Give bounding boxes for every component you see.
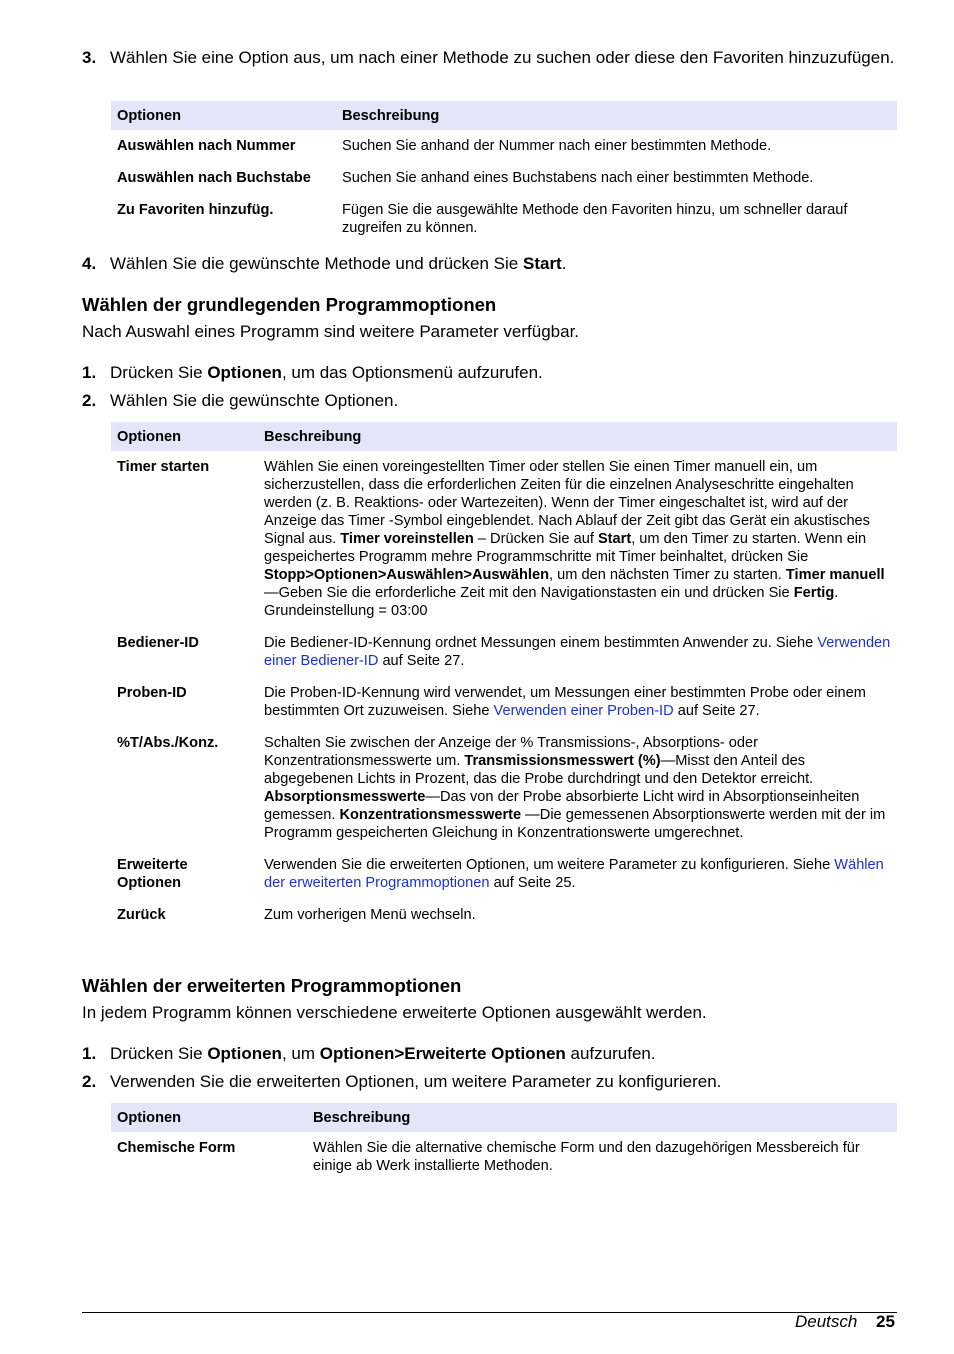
option-description: Verwenden Sie die erweiterten Optionen, um weitere Parameter zu konfigurieren. Siehe Wählen der erweiterten Programmoptionen auf Seite 25. bbox=[264, 857, 884, 891]
table-row bbox=[111, 162, 897, 194]
option-name: Chemische Form bbox=[117, 1140, 236, 1156]
options-table-basic bbox=[111, 422, 897, 931]
table-row bbox=[111, 130, 897, 162]
step-number: 1. bbox=[82, 363, 97, 382]
footer-language: Deutsch bbox=[795, 1312, 858, 1331]
table-row bbox=[111, 194, 897, 244]
option-description: Schalten Sie zwischen der Anzeige der % Transmissions-, Absorptions- oder Konzentrationsmesswerte um. Transmissionsmesswert (%)—Misst den Anteil des abgegebenen Lichts in Prozent, das die Probe durchdringt und den Detektor erreicht. Absorptionsmesswerte—Das von der Probe absorbierte Licht wird in Absorptionseinheiten gemessen. Konzentrationsmesswerte —Die gemessenen Absorptionswerte werden mit der im Programm gespeicherten Gleichung in Konzentrationswerte umgerechnet. bbox=[264, 735, 886, 841]
column-header-description: Beschreibung bbox=[258, 422, 897, 451]
step-number: 2. bbox=[82, 391, 97, 410]
option-name: Erweiterte Optionen bbox=[117, 857, 188, 891]
section2-step-2 bbox=[82, 1071, 897, 1092]
step-text: Wählen Sie eine Option aus, um nach einer Methode zu suchen oder diese den Favoriten hinzuzufügen. bbox=[110, 48, 895, 67]
column-header-options: Optionen bbox=[111, 101, 336, 130]
option-description: Die Proben-ID-Kennung wird verwendet, um Messungen einer bestimmten Probe oder einem bestimmten Ort zuzuweisen. Siehe Verwenden einer Proben-ID auf Seite 27. bbox=[264, 685, 866, 719]
link-operator-id[interactable]: Verwenden einer Bediener-ID bbox=[264, 635, 891, 669]
section1-step-1 bbox=[82, 362, 897, 383]
option-description: Fügen Sie die ausgewählte Methode den Favoriten hinzu, um schneller darauf zugreifen zu können. bbox=[342, 202, 848, 236]
table-header-row bbox=[111, 422, 897, 451]
page-number: 25 bbox=[876, 1312, 895, 1331]
step-text: Drücken Sie Optionen, um Optionen>Erweiterte Optionen aufzurufen. bbox=[110, 1044, 656, 1063]
section-intro: In jedem Programm können verschiedene erweiterte Optionen ausgewählt werden. bbox=[82, 1003, 707, 1022]
column-header-description: Beschreibung bbox=[307, 1103, 897, 1132]
options-table-method-search bbox=[111, 101, 897, 244]
section1-step-2 bbox=[82, 390, 897, 411]
option-name: Auswählen nach Buchstabe bbox=[117, 170, 311, 186]
step-number: 1. bbox=[82, 1044, 97, 1063]
step-number: 2. bbox=[82, 1072, 97, 1091]
option-name: Timer starten bbox=[117, 459, 210, 475]
column-header-options: Optionen bbox=[111, 1103, 307, 1132]
option-name: %T/Abs./Konz. bbox=[117, 735, 219, 751]
option-description: Wählen Sie die alternative chemische Form und den dazugehörigen Messbereich für einige ab Werk installierte Methoden. bbox=[313, 1140, 860, 1174]
step-text: Wählen Sie die gewünschte Optionen. bbox=[110, 391, 399, 410]
table-row-measurement-mode bbox=[111, 727, 897, 849]
option-description: Suchen Sie anhand eines Buchstabens nach einer bestimmten Methode. bbox=[342, 170, 814, 186]
link-sample-id[interactable]: Verwenden einer Proben-ID bbox=[493, 703, 674, 719]
option-description: Die Bediener-ID-Kennung ordnet Messungen einem bestimmten Anwender zu. Siehe Verwenden einer Bediener-ID auf Seite 27. bbox=[264, 635, 891, 669]
column-header-options: Optionen bbox=[111, 422, 258, 451]
option-description: Suchen Sie anhand der Nummer nach einer bestimmten Methode. bbox=[342, 138, 772, 154]
step-number: 4. bbox=[82, 254, 97, 273]
option-description: Wählen Sie einen voreingestellten Timer oder stellen Sie einen Timer manuell ein, um sicherzustellen, dass die erforderlichen Zeiten für die einzelnen Analyseschritte eingehalten werden (z. B. Reaktions- oder Wartezeiten). Wenn der Timer eingeschaltet ist, wird auf der Anzeige das Timer -Symbol eingeblendet. Nach Ablauf der Zeit gibt das Gerät ein akustisches Signal aus. Timer voreinstellen – Drücken Sie auf Start, um den Timer zu starten. Wenn ein gespeichertes Programm mehre Programmschritte mit Timer beinhaltet, drücken Sie Stopp>Optionen>Auswählen>Auswählen, um den nächsten Timer zu starten. Timer manuell—Geben Sie die erforderliche Zeit mit den Navigationstasten ein und drücken Sie Fertig. Grundeinstellung = 03:00 bbox=[264, 459, 885, 619]
link-advanced-options[interactable]: Wählen der erweiterten Programmoptionen bbox=[264, 857, 884, 891]
start-key-label: Start bbox=[522, 254, 562, 273]
option-name: Proben-ID bbox=[117, 685, 187, 701]
step-3 bbox=[82, 47, 897, 68]
section-heading-basic-options: Wählen der grundlegenden Programmoptionen bbox=[82, 294, 497, 315]
option-name: Zu Favoriten hinzufüg. bbox=[117, 202, 274, 218]
table-row-sample-id bbox=[111, 677, 897, 727]
table-row-operator-id bbox=[111, 627, 897, 677]
table-row-timer bbox=[111, 451, 897, 627]
table-row-advanced-options bbox=[111, 849, 897, 899]
step-4 bbox=[82, 253, 897, 274]
section-intro: Nach Auswahl eines Programm sind weitere Parameter verfügbar. bbox=[82, 322, 580, 341]
section-heading-advanced-options: Wählen der erweiterten Programmoptionen bbox=[82, 975, 462, 996]
step-text: Verwenden Sie die erweiterten Optionen, um weitere Parameter zu konfigurieren. bbox=[110, 1072, 722, 1091]
step-text: Drücken Sie Optionen, um das Optionsmenü aufzurufen. bbox=[110, 363, 543, 382]
option-description: Zum vorherigen Menü wechseln. bbox=[264, 907, 476, 923]
section2-step-1 bbox=[82, 1043, 897, 1064]
option-name: Zurück bbox=[117, 907, 166, 923]
step-number: 3. bbox=[82, 48, 97, 67]
table-header-row bbox=[111, 101, 897, 130]
table-header-row bbox=[111, 1103, 897, 1132]
option-name: Auswählen nach Nummer bbox=[117, 138, 296, 154]
step-text: Wählen Sie die gewünschte Methode und drücken Sie Start. bbox=[110, 254, 567, 273]
footer-divider bbox=[82, 1312, 897, 1313]
options-table-advanced bbox=[111, 1103, 897, 1182]
table-row-back bbox=[111, 899, 897, 931]
table-row bbox=[111, 1132, 897, 1182]
option-name: Bediener-ID bbox=[117, 635, 199, 651]
column-header-description: Beschreibung bbox=[336, 101, 897, 130]
